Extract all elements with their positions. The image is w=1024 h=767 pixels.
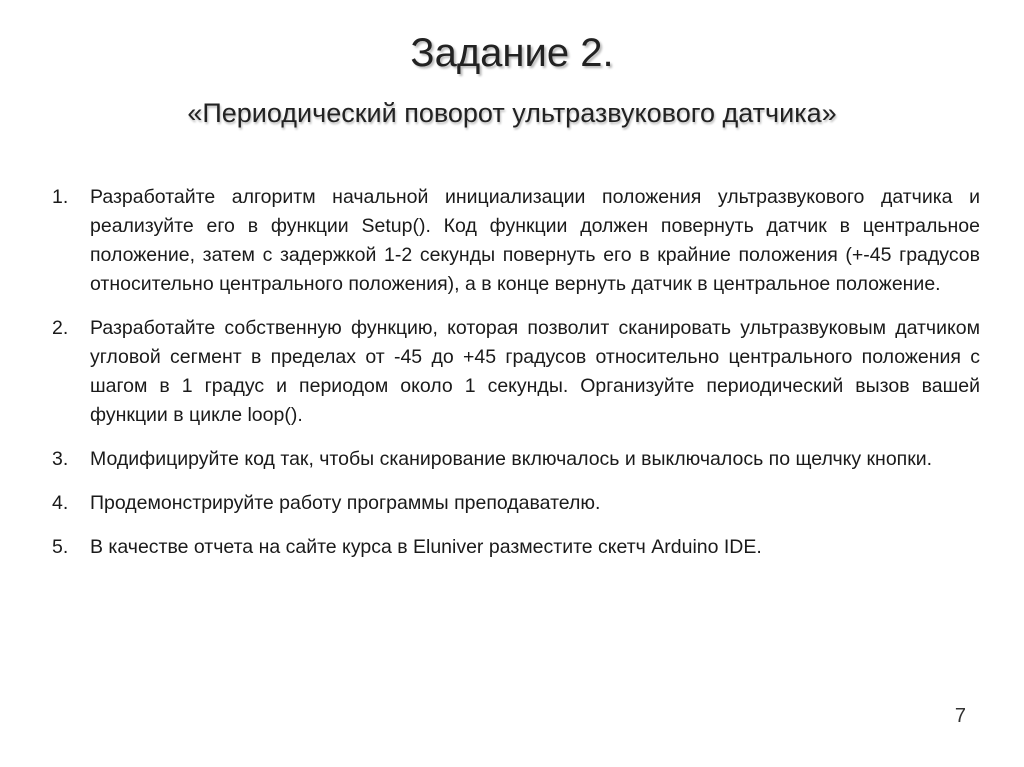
task-text: Разработайте алгоритм начальной инициализации положения ультразвукового датчика и реализуйте его в функции Setup(). Код функции должен повернуть датчик в центральное положение, затем с задержкой 1-2 секунды повернуть его в крайние положения (+-45 градусов относительно центрального положения), а в конце вернуть датчик в центральное положение.: [90, 186, 980, 295]
task-number: 2.: [52, 317, 69, 339]
page-number: 7: [954, 705, 966, 727]
task-number: 3.: [52, 448, 69, 470]
task-item-3: [52, 445, 980, 474]
task-list: [52, 183, 980, 577]
task-number: 4.: [52, 492, 69, 514]
task-text: Модифицируйте код так, чтобы сканирование включалось и выключалось по щелчку кнопки.: [90, 448, 933, 470]
task-item-5: [52, 533, 980, 562]
task-text: Продемонстрируйте работу программы преподавателю.: [90, 492, 601, 514]
task-item-4: [52, 489, 980, 518]
slide-subtitle: «Периодический поворот ультразвукового датчика»: [187, 98, 837, 128]
task-number: 1.: [52, 186, 69, 208]
slide-title: Задание 2.: [410, 31, 614, 75]
task-item-1: [52, 183, 980, 299]
task-item-2: [52, 314, 980, 430]
task-number: 5.: [52, 536, 69, 558]
task-text: В качестве отчета на сайте курса в Eluniver разместите скетч Arduino IDE.: [90, 536, 762, 558]
task-text: Разработайте собственную функцию, которая позволит сканировать ультразвуковым датчиком угловой сегмент в пределах от -45 до +45 градусов относительно центрального положения с шагом в 1 градус и периодом около 1 секунды. Организуйте периодический вызов вашей функции в цикле loop().: [90, 317, 980, 426]
